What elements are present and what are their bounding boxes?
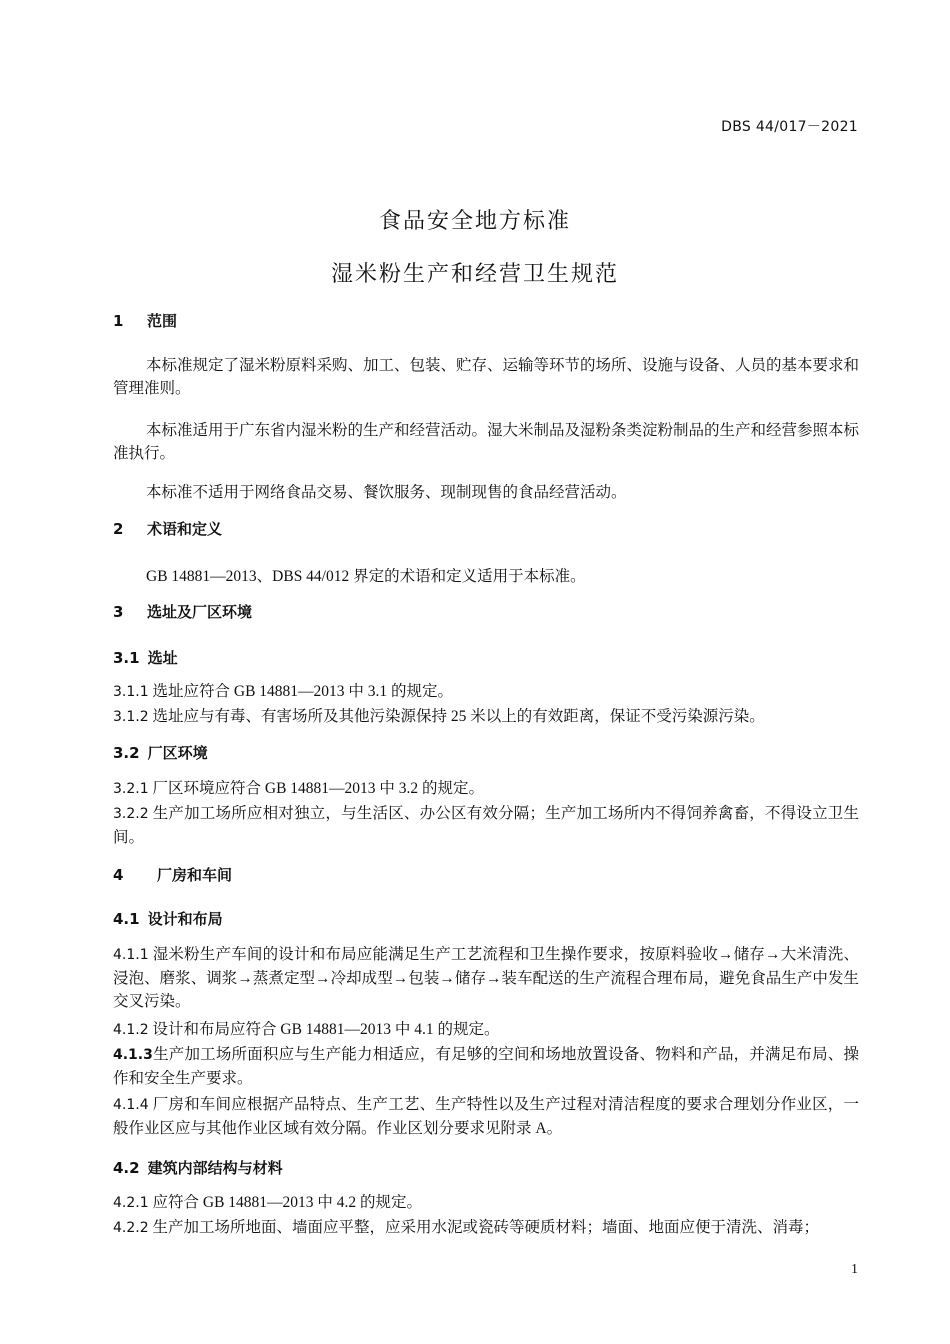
clause-text: 应符合 GB 14881—2013 中 4.2 的规定。 bbox=[152, 1194, 423, 1211]
clause-3-1-1 bbox=[113, 680, 859, 704]
clause-4-1-1 bbox=[113, 943, 859, 1013]
subsection-title: 设计和布局 bbox=[147, 910, 223, 928]
clause-text: 湿米粉生产车间的设计和布局应能满足生产工艺流程和卫生操作要求，按原料验收→储存→大米清洗、浸泡、磨浆、调浆→蒸煮定型→冷却成型→包装→储存→装车配送的生产流程合理布局，避免食品生产中发生交叉污染。 bbox=[113, 946, 859, 1010]
section-number: 3 bbox=[113, 603, 124, 621]
clause-4-1-3 bbox=[113, 1043, 859, 1090]
section-3-heading bbox=[113, 601, 252, 622]
subsection-4-2-heading bbox=[113, 1157, 283, 1178]
section-4-heading bbox=[113, 864, 232, 885]
page-number: 1 bbox=[851, 1262, 858, 1277]
clause-text: 设计和布局应符合 GB 14881—2013 中 4.1 的规定。 bbox=[152, 1021, 500, 1038]
clause-number: 4.1.3 bbox=[113, 1047, 153, 1063]
document-title-line2: 湿米粉生产和经营卫生规范 bbox=[330, 262, 619, 287]
clause-text: 生产加工场所面积应与生产能力相适应，有足够的空间和场地放置设备、物料和产品，并满足布局、操作和安全生产要求。 bbox=[113, 1046, 859, 1087]
section-1-heading bbox=[113, 310, 177, 331]
clause-number: 3.2.2 bbox=[113, 806, 149, 822]
section-title: 厂房和车间 bbox=[157, 866, 233, 884]
subsection-number: 4.2 bbox=[113, 1159, 140, 1177]
clause-text: 厂区环境应符合 GB 14881—2013 中 3.2 的规定。 bbox=[152, 780, 485, 797]
document-title-line1: 食品安全地方标准 bbox=[378, 209, 571, 234]
section-number: 1 bbox=[113, 312, 124, 330]
clause-number: 3.1.1 bbox=[113, 684, 149, 700]
clause-4-1-4 bbox=[113, 1093, 859, 1140]
clause-text: 厂房和车间应根据产品特点、生产工艺、生产特性以及生产过程对清洁程度的要求合理划分作业区，一般作业区应与其他作业区域有效分隔。作业区划分要求见附录 A。 bbox=[113, 1096, 859, 1137]
subsection-number: 3.2 bbox=[113, 744, 140, 762]
clause-4-1-2 bbox=[113, 1018, 859, 1042]
clause-4-2-2 bbox=[113, 1216, 859, 1240]
clause-3-2-2 bbox=[113, 802, 859, 849]
clause-text: 生产加工场所应相对独立，与生活区、办公区有效分隔；生产加工场所内不得饲养禽畜，不得设立卫生间。 bbox=[113, 805, 859, 846]
paragraph-terms: GB 14881—2013、DBS 44/012 界定的术语和定义适用于本标准。 bbox=[146, 568, 586, 585]
clause-number: 4.1.1 bbox=[113, 947, 149, 963]
subsection-3-2-heading bbox=[113, 742, 208, 763]
clause-3-1-2 bbox=[113, 705, 859, 729]
subsection-number: 4.1 bbox=[113, 910, 140, 928]
clause-text: 选址应符合 GB 14881—2013 中 3.1 的规定。 bbox=[152, 683, 454, 700]
section-title: 选址及厂区环境 bbox=[147, 603, 253, 621]
section-title: 范围 bbox=[147, 312, 178, 330]
section-number: 4 bbox=[113, 866, 124, 884]
section-2-heading bbox=[113, 518, 222, 539]
clause-number: 4.2.2 bbox=[113, 1220, 149, 1236]
clause-number: 4.1.2 bbox=[113, 1022, 149, 1038]
clause-number: 4.2.1 bbox=[113, 1195, 149, 1211]
subsection-3-1-heading bbox=[113, 647, 178, 668]
clause-number: 4.1.4 bbox=[113, 1097, 149, 1113]
clause-4-2-1 bbox=[113, 1191, 859, 1215]
subsection-4-1-heading bbox=[113, 908, 223, 929]
clause-number: 3.1.2 bbox=[113, 709, 149, 725]
document-code: DBS 44/017－2021 bbox=[721, 119, 858, 135]
paragraph-scope-1: 本标准规定了湿米粉原料采购、加工、包装、贮存、运输等环节的场所、设施与设备、人员的基本要求和管理准则。 bbox=[113, 357, 860, 397]
subsection-title: 建筑内部结构与材料 bbox=[147, 1159, 283, 1177]
clause-text: 选址应与有毒、有害场所及其他污染源保持 25 米以上的有效距离，保证不受污染源污染。 bbox=[152, 708, 765, 725]
paragraph-scope-2: 本标准适用于广东省内湿米粉的生产和经营活动。湿大米制品及湿粉条类淀粉制品的生产和经营参照本标准执行。 bbox=[113, 422, 860, 462]
clause-text: 生产加工场所地面、墙面应平整，应采用水泥或瓷砖等硬质材料；墙面、地面应便于清洗、消毒； bbox=[152, 1219, 820, 1236]
clause-3-2-1 bbox=[113, 777, 859, 801]
paragraph-scope-3: 本标准不适用于网络食品交易、餐饮服务、现制现售的食品经营活动。 bbox=[146, 484, 627, 501]
subsection-number: 3.1 bbox=[113, 649, 140, 667]
section-number: 2 bbox=[113, 520, 124, 538]
subsection-title: 厂区环境 bbox=[147, 744, 208, 762]
subsection-title: 选址 bbox=[147, 649, 178, 667]
section-title: 术语和定义 bbox=[147, 520, 223, 538]
clause-number: 3.2.1 bbox=[113, 781, 149, 797]
